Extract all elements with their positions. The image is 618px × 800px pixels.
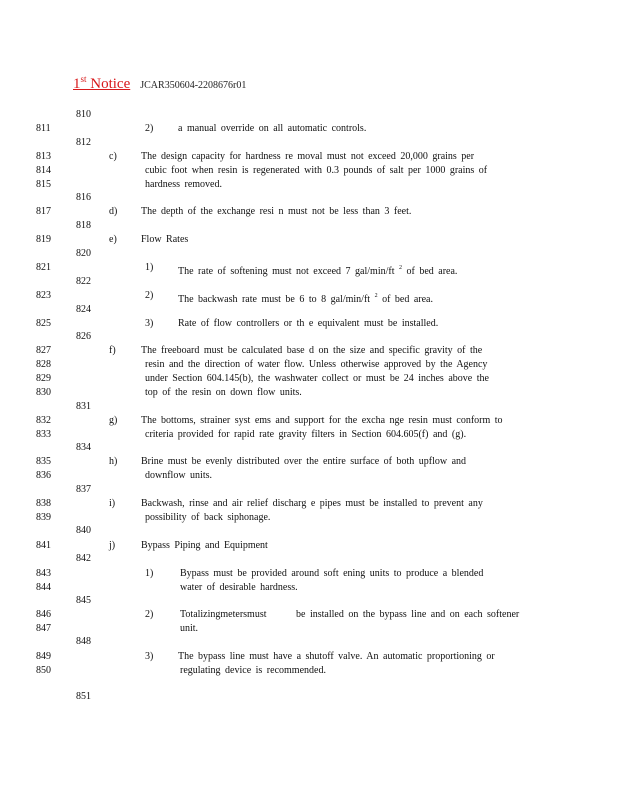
item-text: regulating device is recommended. bbox=[180, 665, 326, 676]
line-number: 844 bbox=[36, 582, 51, 593]
item-text: The bypass line must have a shutoff valve. An automatic proportioning or bbox=[178, 651, 495, 662]
line-number: 810 bbox=[76, 109, 91, 120]
item-label: h) bbox=[109, 456, 118, 467]
line-number: 835 bbox=[36, 456, 51, 467]
line-number: 826 bbox=[76, 331, 91, 342]
item-text: Bypass must be provided around soft ening units to produce a blended bbox=[180, 568, 484, 579]
item-text: The rate of softening must not exceed 7 gal/min/ft $^2$ of bed area. bbox=[178, 265, 458, 277]
line-number: 841 bbox=[36, 540, 51, 551]
item-text: downflow units. bbox=[145, 470, 212, 481]
item-text: The freeboard must be calculated base d on the size and specific gravity of the bbox=[141, 345, 483, 356]
item-text: Rate of flow controllers or th e equivalent must be installed. bbox=[178, 318, 439, 329]
line-number: 839 bbox=[36, 512, 51, 523]
document-code: JCAR350604-2208676r01 bbox=[140, 80, 247, 91]
item-label: 1) bbox=[145, 262, 154, 273]
line-number: 845 bbox=[76, 595, 91, 606]
line-number: 813 bbox=[36, 151, 51, 162]
line-number: 840 bbox=[76, 525, 91, 536]
line-number: 824 bbox=[76, 304, 91, 315]
item-label: 2) bbox=[145, 609, 154, 620]
line-number: 849 bbox=[36, 651, 51, 662]
item-text: a manual override on all automatic controls. bbox=[178, 123, 367, 134]
line-number: 818 bbox=[76, 220, 91, 231]
item-text: The bottoms, strainer syst ems and support for the excha nge resin must conform to bbox=[141, 415, 503, 426]
line-number: 811 bbox=[36, 123, 51, 134]
line-number: 833 bbox=[36, 429, 51, 440]
item-label: 1) bbox=[145, 568, 154, 579]
item-label: e) bbox=[109, 234, 117, 245]
item-text: water of desirable hardness. bbox=[180, 582, 298, 593]
item-text: hardness removed. bbox=[145, 179, 222, 190]
line-number: 823 bbox=[36, 290, 51, 301]
item-label: d) bbox=[109, 206, 118, 217]
item-text: criteria provided for rapid rate gravity filters in Section 604.605(f) and (g). bbox=[145, 429, 467, 440]
line-number: 812 bbox=[76, 137, 91, 148]
line-number: 831 bbox=[76, 401, 91, 412]
notice-title: 1st Notice bbox=[73, 74, 131, 92]
item-text: The backwash rate must be 6 to 8 gal/min/ft $^2$ of bed area. bbox=[178, 293, 433, 305]
item-text: The depth of the exchange resi n must not be less than 3 feet. bbox=[141, 206, 412, 217]
item-label: 3) bbox=[145, 318, 154, 329]
line-number: 816 bbox=[76, 192, 91, 203]
line-number: 825 bbox=[36, 318, 51, 329]
line-number: 827 bbox=[36, 345, 51, 356]
item-label: c) bbox=[109, 151, 117, 162]
line-number: 830 bbox=[36, 387, 51, 398]
line-number: 829 bbox=[36, 373, 51, 384]
page-header bbox=[73, 74, 246, 93]
item-label: 2) bbox=[145, 123, 154, 134]
item-text: possibility of back siphonage. bbox=[145, 512, 271, 523]
line-number: 820 bbox=[76, 248, 91, 259]
line-number: 851 bbox=[76, 691, 91, 702]
line-number: 848 bbox=[76, 636, 91, 647]
line-number: 838 bbox=[36, 498, 51, 509]
line-number: 821 bbox=[36, 262, 51, 273]
line-number: 817 bbox=[36, 206, 51, 217]
item-label: f) bbox=[109, 345, 116, 356]
item-heading: Flow Rates bbox=[141, 234, 189, 245]
line-number: 843 bbox=[36, 568, 51, 579]
item-label: j) bbox=[109, 540, 116, 551]
line-number: 842 bbox=[76, 553, 91, 564]
item-heading: Bypass Piping and Equipment bbox=[141, 540, 268, 551]
line-number: 846 bbox=[36, 609, 51, 620]
item-text: under Section 604.145(b), the washwater collect or must be 24 inches above the bbox=[145, 373, 489, 384]
item-text: top of the resin on down flow units. bbox=[145, 387, 302, 398]
line-number: 847 bbox=[36, 623, 51, 634]
line-number: 837 bbox=[76, 484, 91, 495]
item-text: Totalizingmetersmust bbox=[180, 609, 267, 620]
item-label: 2) bbox=[145, 290, 154, 301]
item-text: resin and the direction of water flow. Unless otherwise approved by the Agency bbox=[145, 359, 488, 370]
item-text: Brine must be evenly distributed over the entire surface of both upflow and bbox=[141, 456, 467, 467]
line-number: 850 bbox=[36, 665, 51, 676]
item-label: g) bbox=[109, 415, 118, 426]
line-number: 822 bbox=[76, 276, 91, 287]
line-number: 814 bbox=[36, 165, 51, 176]
item-text: cubic foot when resin is regenerated with 0.3 pounds of salt per 1000 grains of bbox=[145, 165, 488, 176]
line-number: 832 bbox=[36, 415, 51, 426]
item-text: be installed on the bypass line and on each softener bbox=[296, 609, 520, 620]
item-text: The design capacity for hardness re moval must not exceed 20,000 grains per bbox=[141, 151, 475, 162]
item-label: 3) bbox=[145, 651, 154, 662]
item-text: unit. bbox=[180, 623, 199, 634]
line-number: 828 bbox=[36, 359, 51, 370]
line-number: 836 bbox=[36, 470, 51, 481]
item-label: i) bbox=[109, 498, 116, 509]
line-number: 815 bbox=[36, 179, 51, 190]
line-number: 834 bbox=[76, 442, 91, 453]
line-number: 819 bbox=[36, 234, 51, 245]
item-text: Backwash, rinse and air relief discharg e pipes must be installed to prevent any bbox=[141, 498, 483, 509]
